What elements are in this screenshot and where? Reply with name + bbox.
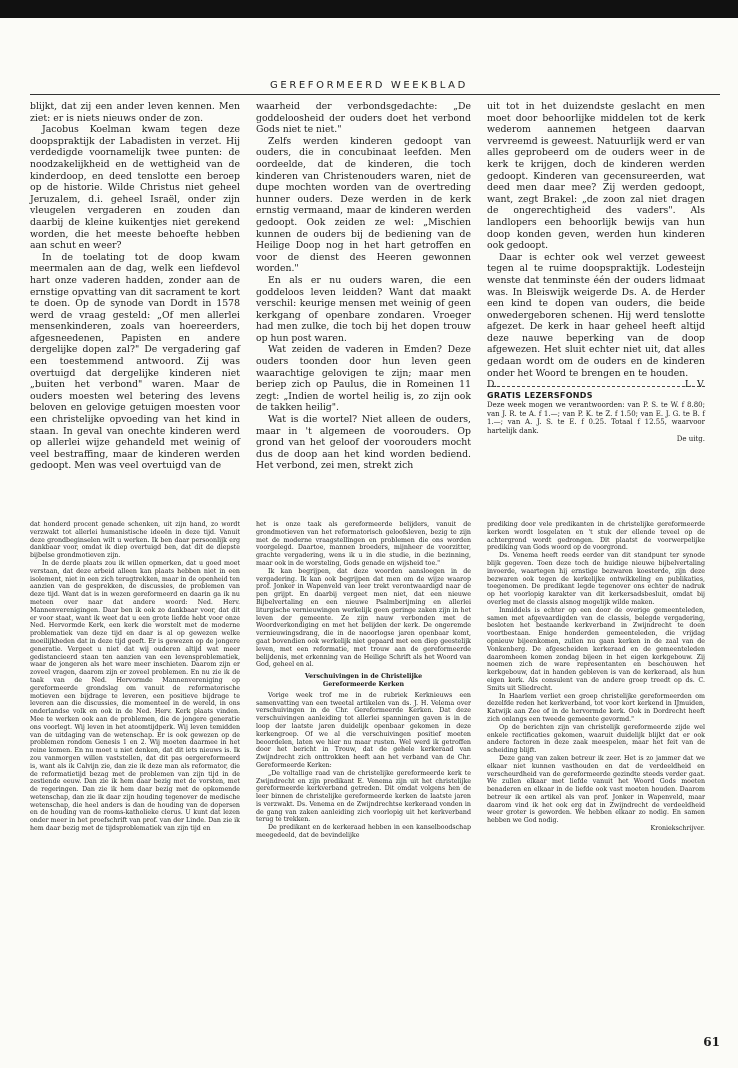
upper-column-2: [256, 101, 471, 509]
lezersfonds-box: [487, 392, 705, 443]
paragraph: uit tot in het duizendste geslacht en men moet door behoorlijke middelen tot de kerk wederom aannemen hetgeen daarvan vervreemd is geweest. Natuurlijk werd er van alles geprobeerd om de ouders weer in de kerk te krijgen, doch de kinderen werden gedoopt. Kinderen van gecensureerden, wat deed men daar mee? Zij werden gedoopt, want, zegt Brakel: „de zoon zal niet dragen de ongerechtigheid des vaders". Als landlopers een behoorlijk bewijs van hun doop konden geven, werden hun kinderen ook gedoopt.: [487, 101, 705, 252]
paragraph: Wat is die wortel? Niet alleen de ouders, maar in 't algemeen de voorouders. Op grond van het geloof der voorouders mocht dus de doop aan het kind worden bediend. Het verbond, zei men, strekt zich: [256, 414, 471, 472]
paragraph: In de toelating tot de doop kwam meermalen aan de dag, welk een liefdevol hart onze vaderen hadden, zonder aan de ernstige opvatting van dit sacrament te kort te doen. Op de synode van Dordt in 1578 werd de vraag gesteld: „Of men allerlei mensenkinderen, zoals van hoereerders, afgesneedenen, Papisten en andere dergelijke dopen zal?" De vergadering gaf een toestemmend antwoord. Zij was overtuigd dat dergelijke kinderen niet „buiten het verbond" waren. Maar de ouders moesten wel betering des levens beloven en gelovige getuigen moesten voor een christelijke opvoeding van het kind in staan. In geval van onechte kinderen werd op allerlei wijze gehandeld met weinig of veel bestraffing, maar de kinderen werden gedoopt. Men was veel overtuigd van de: [30, 251, 240, 472]
paragraph: De predikant en de kerkeraad hebben in een kanselboodschap meegedeeld, dat de bevindelijke: [256, 824, 471, 840]
paragraph: waarheid der verbondsgedachte: „De goddeloosheid der ouders doet het verbond Gods niet te niet.": [256, 101, 471, 136]
page-number: 61: [703, 1035, 720, 1049]
lezersfonds-heading: GRATIS LEZERSFONDS: [487, 391, 593, 400]
paragraph: Ik kan begrijpen, dat deze woorden aansloegen in de vergadering. Ik kan ook begrijpen dat men om de wijze waarop prof. Jonker in Wapenveld van leer trekt verontwaardigd naar de pen grijpt. En daarbij vergeet men niet, dat een nieuwe Bijbelvertaling en een nieuwe Psalmberijming en allerlei liturgische vernieuwingen werkelijk geen geringe zaken zijn in het leven der gemeente. Ze zijn nauw verbonden met de Woordverkondiging en met het belijden der kerk. De ongeremde vernieuwingsdrang, die in de naoorlogse jaren openbaar komt, gaat bovendien ook werkelijk niet gepaard met een diep geestelijk leven, met een reformatie, met trouw aan de gereformeerde belijdenis, met erkenning van de Heilige Schrift als het Woord van God, geheel en al.: [256, 567, 471, 669]
paragraph: En als er nu ouders waren, die een goddeloos leven leidden? Want dat maakt verschil: keurige mensen met weinig of geen kerkgang of openbare zondaren. Vroeger had men zulke, die toch bij het dopen trouw op hun post waren.: [256, 274, 471, 344]
column-sign-off: Kroniekschrijver.: [650, 825, 705, 833]
paragraph: Zelfs werden kinderen gedoopt van ouders, die in concubinaat leefden. Men oordeelde, dat de kinderen, die toch kinderen van Christenouders waren, niet de dupe mochten worden van de overtreding hunner ouders. Deze werden in de kerk ernstig vermaand, maar de kinderen werden gedoopt. Ook zeiden ze wel: „Mischien kunnen de ouders bij de bediening van de Heilige Doop nog in het hart getroffen en voor de dienst des Heeren gewonnen worden.": [256, 135, 471, 275]
paragraph: blijkt, dat zij een ander leven kennen. Men ziet: er is niets nieuws onder de zon.: [30, 101, 240, 124]
lower-column-1: [30, 521, 240, 1031]
section-heading: [256, 673, 471, 689]
section-heading-line: Verschuivingen in de Christelijke: [304, 673, 423, 681]
lezersfonds-signature: De uitg.: [676, 435, 705, 444]
signature-initial: D.: [487, 379, 498, 391]
upper-column-3: [487, 101, 705, 391]
upper-column-1: [30, 101, 240, 509]
paragraph: het is onze taak als gereformeerde belijders, vanuit de grondmotieven van het reformatorisch geloofsleven, bezig te zijn met de moderne vraagstellingen en problemen die ons worden voorgelegd. Daartoe, mannen broeders, mijnheer de voorzitter, grachte vergadering, wens ik u in die studie, in die bezinning, maar ook in de worsteling, Gods genade en wijsheid toe.": [256, 521, 471, 567]
publication-title: GEREFORMEERD WEEKBLAD: [270, 80, 468, 91]
paragraph: Deze gang van zaken betreur ik zeer. Het is zo jammer dat we elkaar niet kunnen vasthouden en dat de verdeeldheid en verscheurdheid van de gereformeerde gezindte steeds verder gaat. We zullen elkaar met liefde vanuit het Woord Gods moeten benaderen en elkaar in de liefde ook vast moeten houden. Daarom betreur ik een artikel als van prof. Jonker in Wapenveld, maar daarom vind ik het ook erg dat in Zwijndrecht de verdeeldheid weer groter is geworden. We hebben elkaar zo nodig. En samen hebben we God nodig.: [487, 754, 705, 825]
top-border-bar: [0, 0, 738, 18]
header-rule: [30, 94, 720, 95]
paragraph: Ds. Venema heeft reeds eerder van dit standpunt ter synode blijk gegeven. Toen deze toch de huidige nieuwe bijbelvertaling invoerde, waartegen hij ernstige bezwaren koesterde, zijn deze bezwaren ook tegen de kerkelijke ontwikkeling en publikaties, toegenomen. De predikant legde tegenover ons echter de nadruk op het voorlopig karakter van dit kerkersadsbesluit, omdat bij overleg met de classis alsnog mogelijk wilde maken.: [487, 552, 705, 606]
paragraph: In Haarlem verliet een groep christelijke gereformeerden om dezelfde reden het kerkverband, tot voor kort kerkend in IJmuiden, Katwijk aan Zee of in de hervormde kerk. Ook in Dordrecht heeft zich onlangs een tweede gemeente gevormd.": [487, 692, 705, 723]
paragraph: Jacobus Koelman kwam tegen deze doopspraktijk der Labadisten in verzet. Hij verdedigde voornamelijk twee punten: de noodzakelijkheid en de wettigheid van de kinderdoop, en deed tenslotte een beroep op de historie. Wilde Christus niet geheel Jeruzalem, d.i. geheel Israël, onder zijn vleugelen vergaderen en zouden dan daarbij de kleine kuikentjes niet gerekend worden, die het meeste behoefte hebben aan schut en weer?: [30, 124, 240, 252]
paragraph: Wat zeiden de vaderen in Emden? Deze ouders toonden door hun leven geen waarachtige gelovigen te zijn; maar men beriep zich op Paulus, die in Romeinen 11 zegt: „Indien de wortel heilig is, zo zijn ook de takken heilig".: [256, 344, 471, 414]
paragraph: Op de berichten zijn van christelijk gereformeerde zijde wel enkele rectificaties gekomen, waaruit duidelijk blijkt dat er ook andere factoren in deze zaak meespelen, maar het feit van de scheiding blijft.: [487, 723, 705, 755]
signature-author: L. V.: [684, 379, 705, 391]
lower-column-3: [487, 521, 705, 1031]
paragraph: In de derde plaats zou ik willen opmerken, dat u goed moet verstaan, dat deze arbeid alleen kan plaats hebben niet in een isolement, niet in een zich terugtrekken, maar in de openheid ten aanzien van de gesprekken, de discussies, de problemen van deze tijd. Want dat is in wezen gereformeerd en daarin ga ik nu meteen over naar dat andere woord: Ned. Herv. Mannenverenigingen. Daar ben ik ook zo dankbaar voor, dat dit er voor staat, want ik weet dat u een grote liefde hebt voor onze Ned. Hervormde Kerk, een kerk die worstelt met de moderne problematiek van deze tijd en daar is al op gewezen welke moeilijkheden dat in deze tijd geeft. Er is gewezen op de jongere generatie. Vergeet u niet dat wij ouderen altijd wat meer gedistancieerd staan ten aanzien van een levensproblematiek, waar de jongeren als het ware meer inschieten. Daarom zijn er zoveel vragen, daarom zijn er zoveel problemen. En nu zie ik de taak van de Ned. Hervormde Mannenvereniging op gereformeerde grondslag om vanuit de reformatorische motieven een bijdrage te leveren, een positieve bijdrage te leveren aan die discussies, die momenteel in de wereld, in ons onderlandse volk en ook in de Ned. Herv. Kerk plaats vinden. Mee te werken ook aan de problemen, die de jongere generatie ons voorlegt. Wij leven in het atoomtijdperk. Wij leven temidden van de uitdaging van de wetenschap. Er is ook gewezen op de problemen rondom Genesis 1 en 2. Wij moeten daarmee in het reine komen. En nu moet u niet denken, dat dit iets nieuws is. Ik zou vanmorgen willen vaststellen, dat dit pas oergereformeerd is, want als ik Calvijn zie, dan zie ik deze man als reformator, die de reformatietijd bezag met de problemen van zijn tijd in de zestiende eeuw. Dan zie ik hem daar bezig met de vorsten, met de regeringen. Dan zie ik hem daar bezig met de opkomende wetenschap, dan zie ik daar zijn houding tegenover de medische wetenschap, die heel anders is dan de houding van de dopersen en de houding van de rooms-katholieke clerus. U kunt dat lezen onder meer in het proefschrift van prof. van der Linde. Dan zie ik hem daar bezig met de tijdsproblematiek van zijn tijd en: [30, 559, 240, 833]
lezersfonds-text: Deze week mogen we verantwoorden: van P. S. te W. f 8.80; van J. R. te A. f 1.—; van P. K. te Z. f 1.50; van E. J. G. te B. f 1.—; van A. J. S. te E. f 0.25. Totaal f 12.55, waarvoor hartelijk dank.: [487, 401, 705, 435]
paragraph: „De voltallige raad van de christelijke gereformeerde kerk te Zwijndrecht en zijn predikant E. Venema zijn uit het christelijke gereformeerde kerkverband getreden. Dit omdat volgens hen de leer binnen de christelijke gereformeerde kerken de laatste jaren is verzwakt. Ds. Venema en de Zwijndrechtse kerkeraad vonden in de gang van zaken aanleiding zich voorlopig uit het kerkverband terug te trekken.: [256, 769, 471, 824]
paragraph: Inmiddels is echter op een door de overige gemeenteleden, samen met afgevaardigden van de classis, belegde vergadering, besloten het bestaande kerkverband in Zwijndrecht te doen voortbestaan. Enige honderden gemeenteleden, die vrijdag opnieuw bijeenkomen, zullen nu gaan kerken in de zaal van de Vonkenberg. De afgescheiden kerkeraad en de gemeenteleden daaromheen komen zondag bijeen in het eigen kerkgebouw. Zij noemen zich de ware representanten en beschouwen het kerkgebouw, dat in handen gebleven is van de kerkeraad, als hun eigen kerk. Als consulent van de andere groep treedt op ds. C. Smits uit Sliedrecht.: [487, 606, 705, 692]
paragraph: Vorige week trof me in de rubriek Kerknieuws een samenvatting van een tweetal artikelen van ds. J. H. Velema over verschuivingen in de Chr. Gereformeerde Kerken. Dat deze verschuivingen aanleiding tot allerlei spanningen gaven is in de loop der laatste jaren duidelijk openbaar gekomen in deze kerkengroep. Of we al die verschuivingen positief moeten beoordelen, laten we hier nu maar rusten. Wel werd ik getroffen door het bericht in Trouw, dat de gehele kerkeraad van Zwijndrecht zich onttrokken heeft aan het verband van de Chr. Gereformeerde Kerken:: [256, 691, 471, 769]
lower-column-2: [256, 521, 471, 1031]
section-heading-line: Gereformeerde Kerken: [322, 680, 405, 688]
paragraph: Daar is echter ook wel verzet geweest tegen al te ruime doopspraktijk. Lodesteijn wenste dat tenminste één der ouders lidmaat was. In Bleiswijk weigerde Ds. A. de Herder een kind te dopen van ouders, die beide onwedergeboren schenen. Hij werd tenslotte afgezet. De kerk in haar geheel heeft altijd deze nauwe beperking van de doop afgewezen. Het sluit echter niet uit, dat alles gedaan wordt om de ouders en de kinderen onder het Woord te brengen en te houden.: [487, 251, 705, 379]
paragraph: prediking door vele predikanten in de christelijke gereformeerde kerken wordt losgelaten en 't stuk der ellende teveel op de achtergrond wordt gedrongen. Dit plaatst de voorwerpelijke prediking van Gods woord op de voorgrond.: [487, 521, 705, 552]
paragraph: dat honderd procent genade schenken, uit zijn hand, zo wordt verzwakt tot allerlei humanistische ideeën in deze tijd. Vanuit deze grondbeginselen wilt u werken. Ik ben daar persoonlijk erg dankbaar voor, omdat ik diep overtuigd ben, dat dit de diepste bijbelse grondmotieven zijn.: [30, 521, 240, 560]
